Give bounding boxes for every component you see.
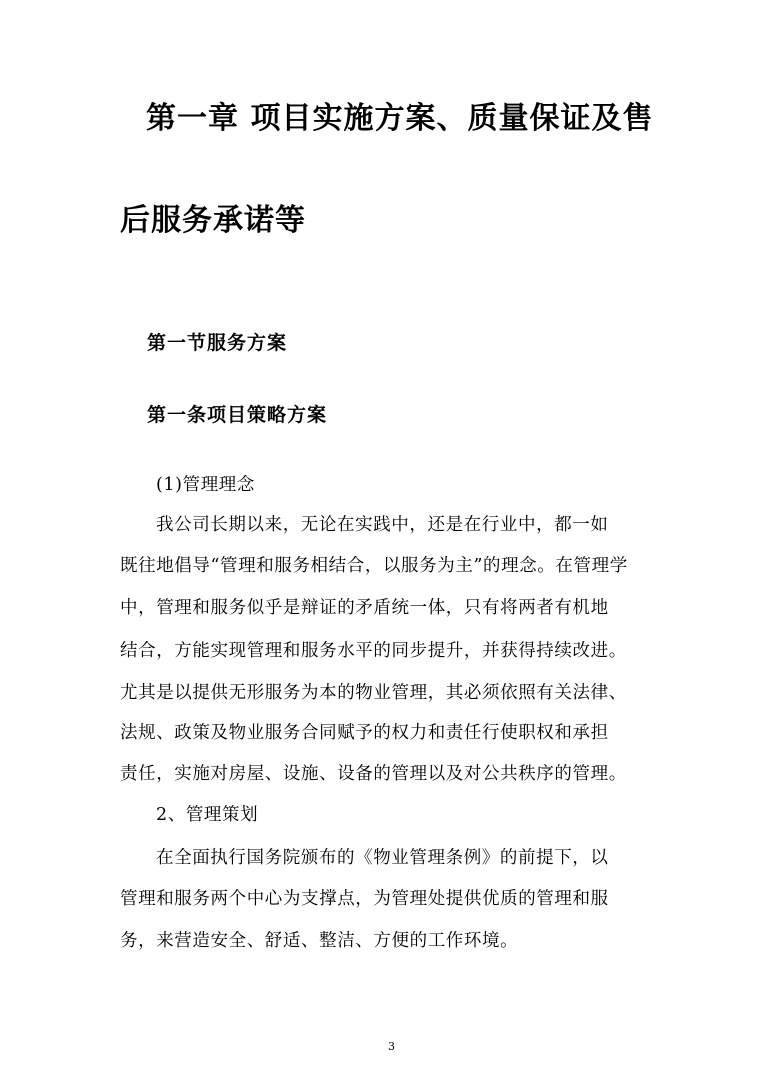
paragraph-line: 务，来营造安全、舒适、整洁、方便的工作环境。 <box>120 931 519 951</box>
paragraph-line: 结合，方能实现管理和服务水平的同步提升，并获得持续改进。 <box>120 641 627 661</box>
subsection-heading-management-philosophy: (1)管理理念 <box>156 475 255 495</box>
paragraph-line: 法规、政策及物业服务合同赋予的权力和责任行使职权和承担 <box>120 723 609 743</box>
subsection-heading-management-planning: 2、管理策划 <box>156 805 259 825</box>
paragraph-line: 中，管理和服务似乎是辩证的矛盾统一体，只有将两者有机地 <box>120 598 609 618</box>
page-number: 3 <box>388 1040 395 1053</box>
section-heading: 第一节服务方案 <box>147 332 288 354</box>
chapter-title-line-2: 后服务承诺等 <box>120 203 306 238</box>
paragraph-line: 责任，实施对房屋、设施、设备的管理以及对公共秩序的管理。 <box>120 764 627 784</box>
paragraph-line: 我公司长期以来，无论在实践中，还是在行业中，都一如 <box>156 515 609 535</box>
chapter-title-line-1: 第一章 项目实施方案、质量保证及售 <box>146 101 654 136</box>
paragraph-line: 管理和服务两个中心为支撑点，为管理处提供优质的管理和服 <box>120 889 609 909</box>
paragraph-line: 在全面执行国务院颁布的《物业管理条例》的前提下，以 <box>156 848 609 868</box>
article-heading: 第一条项目策略方案 <box>147 404 328 426</box>
paragraph-line: 既往地倡导“管理和服务相结合，以服务为主”的理念。在管理学 <box>120 556 628 576</box>
paragraph-line: 尤其是以提供无形服务为本的物业管理，其必须依照有关法律、 <box>120 683 627 703</box>
